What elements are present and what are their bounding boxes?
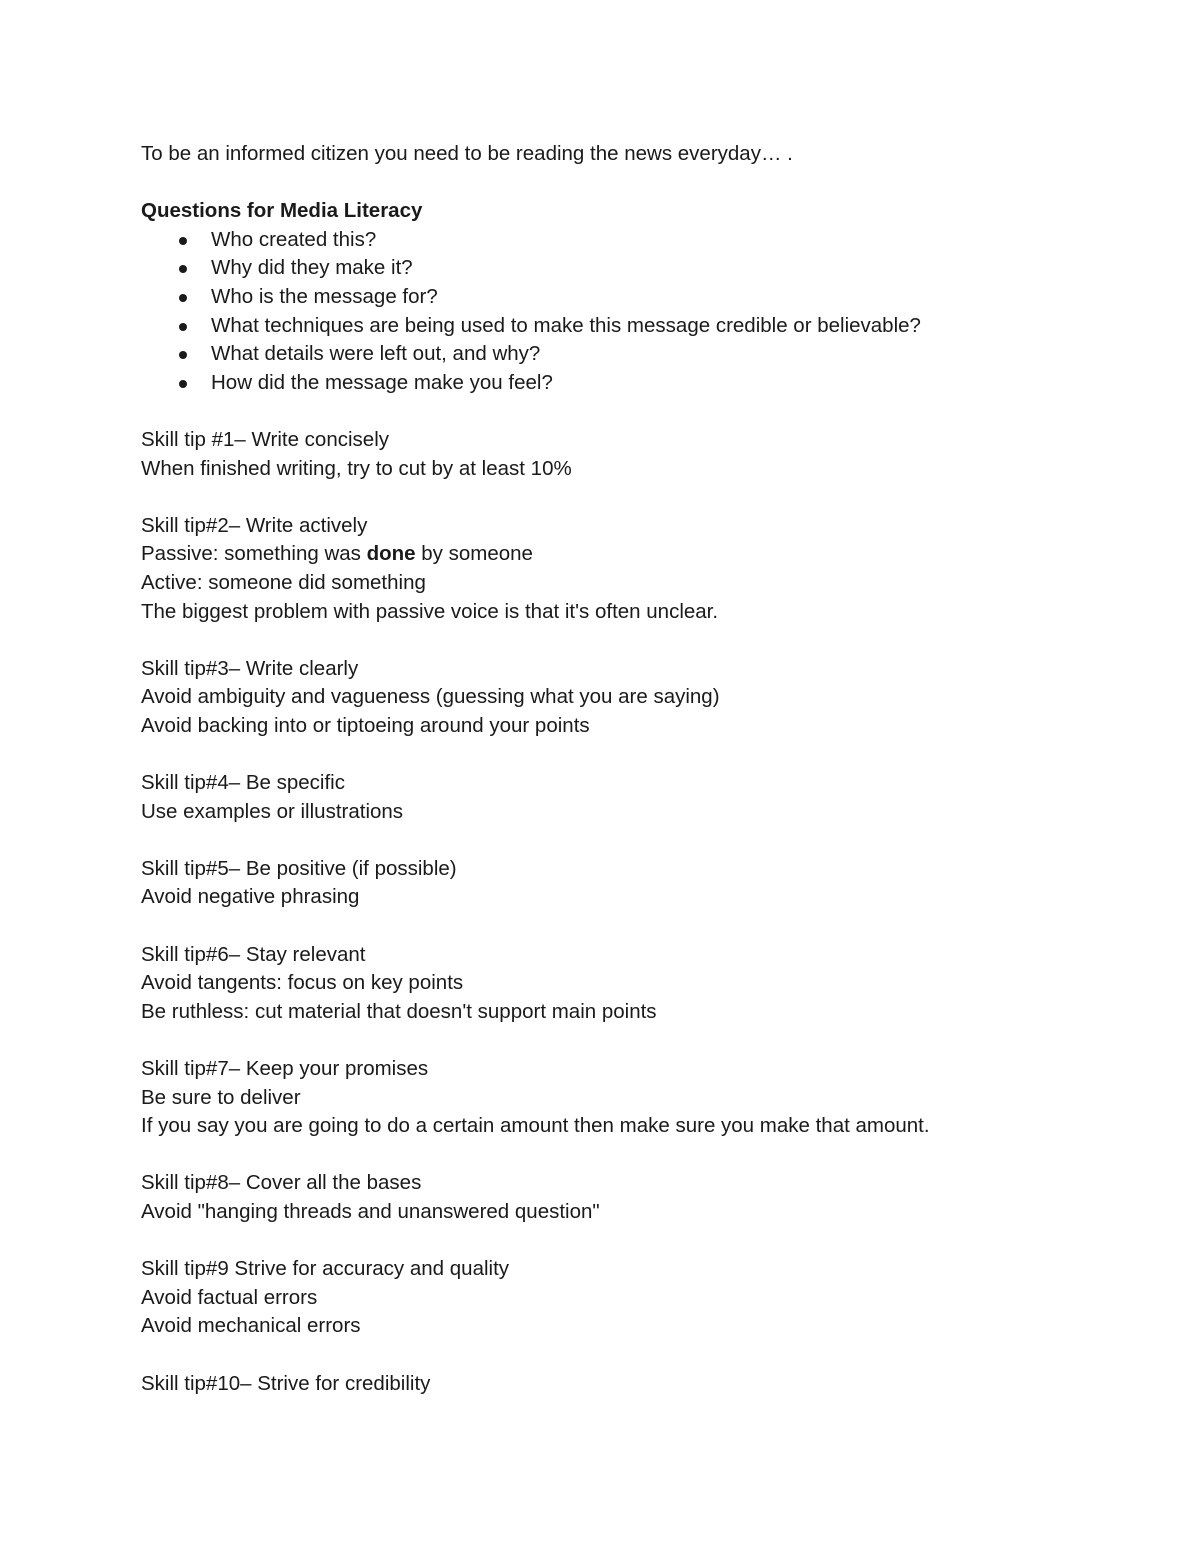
spacer <box>141 626 1101 655</box>
document-page <box>141 140 1101 1398</box>
spacer <box>141 912 1101 941</box>
list-item-text: Who created this? <box>211 227 377 251</box>
tip-2-line: The biggest problem with passive voice is that it's often unclear. <box>141 599 719 623</box>
spacer <box>141 1227 1101 1256</box>
passive-text-bold: done <box>366 542 416 566</box>
bullet-icon <box>179 323 187 331</box>
list-item <box>141 340 1101 369</box>
tip-2-passive-line <box>141 540 1101 569</box>
list-item <box>141 312 1101 341</box>
tip-8-title: Skill tip#8– Cover all the bases <box>141 1171 422 1195</box>
spacer <box>141 1026 1101 1055</box>
list-item <box>141 226 1101 255</box>
spacer <box>141 740 1101 769</box>
tip-2-line: Active: someone did something <box>141 570 426 594</box>
passive-text-after: by someone <box>415 542 533 566</box>
tip-6-title: Skill tip#6– Stay relevant <box>141 942 366 966</box>
tip-9-line: Avoid mechanical errors <box>141 1314 361 1338</box>
tip-4-line: Use examples or illustrations <box>141 799 404 823</box>
tip-9-line: Avoid factual errors <box>141 1285 318 1309</box>
list-item-text: How did the message make you feel? <box>211 370 553 394</box>
tip-6-line: Be ruthless: cut material that doesn't support main points <box>141 999 657 1023</box>
tip-1-line: When finished writing, try to cut by at least 10% <box>141 456 572 480</box>
questions-heading: Questions for Media Literacy <box>141 199 423 223</box>
spacer <box>141 1341 1101 1370</box>
list-item-text: Why did they make it? <box>211 256 413 280</box>
spacer <box>141 826 1101 855</box>
list-item-text: What techniques are being used to make this message credible or believable? <box>211 313 921 337</box>
passive-text-before: Passive: something was <box>141 542 367 566</box>
tip-2-title: Skill tip#2– Write actively <box>141 513 368 537</box>
spacer <box>141 483 1101 512</box>
tip-3-title: Skill tip#3– Write clearly <box>141 656 359 680</box>
spacer <box>141 169 1101 198</box>
questions-list <box>141 226 1101 398</box>
list-item-text: Who is the message for? <box>211 284 438 308</box>
tip-5-title: Skill tip#5– Be positive (if possible) <box>141 856 457 880</box>
tip-7-line: Be sure to deliver <box>141 1085 301 1109</box>
tip-5-line: Avoid negative phrasing <box>141 885 360 909</box>
tip-7-line: If you say you are going to do a certain amount then make sure you make that amount. <box>141 1114 930 1138</box>
tip-1-title: Skill tip #1– Write concisely <box>141 427 389 451</box>
list-item-text: What details were left out, and why? <box>211 342 541 366</box>
intro-text: To be an informed citizen you need to be reading the news everyday… . <box>141 142 793 165</box>
bullet-icon <box>179 265 187 273</box>
bullet-icon <box>179 351 187 359</box>
tip-4-title: Skill tip#4– Be specific <box>141 771 345 795</box>
tip-7-title: Skill tip#7– Keep your promises <box>141 1057 429 1080</box>
bullet-icon <box>179 237 187 245</box>
tip-9-title: Skill tip#9 Strive for accuracy and quality <box>141 1257 510 1281</box>
tip-8-line: Avoid "hanging threads and unanswered question" <box>141 1199 600 1223</box>
list-item <box>141 254 1101 283</box>
tip-10-title: Skill tip#10– Strive for credibility <box>141 1371 431 1395</box>
list-item <box>141 283 1101 312</box>
tip-6-line: Avoid tangents: focus on key points <box>141 971 464 995</box>
tip-3-line: Avoid ambiguity and vagueness (guessing what you are saying) <box>141 685 720 709</box>
bullet-icon <box>179 380 187 388</box>
tip-3-line: Avoid backing into or tiptoeing around your points <box>141 713 590 737</box>
bullet-icon <box>179 294 187 302</box>
list-item <box>141 369 1101 398</box>
spacer <box>141 1141 1101 1170</box>
spacer <box>141 397 1101 426</box>
